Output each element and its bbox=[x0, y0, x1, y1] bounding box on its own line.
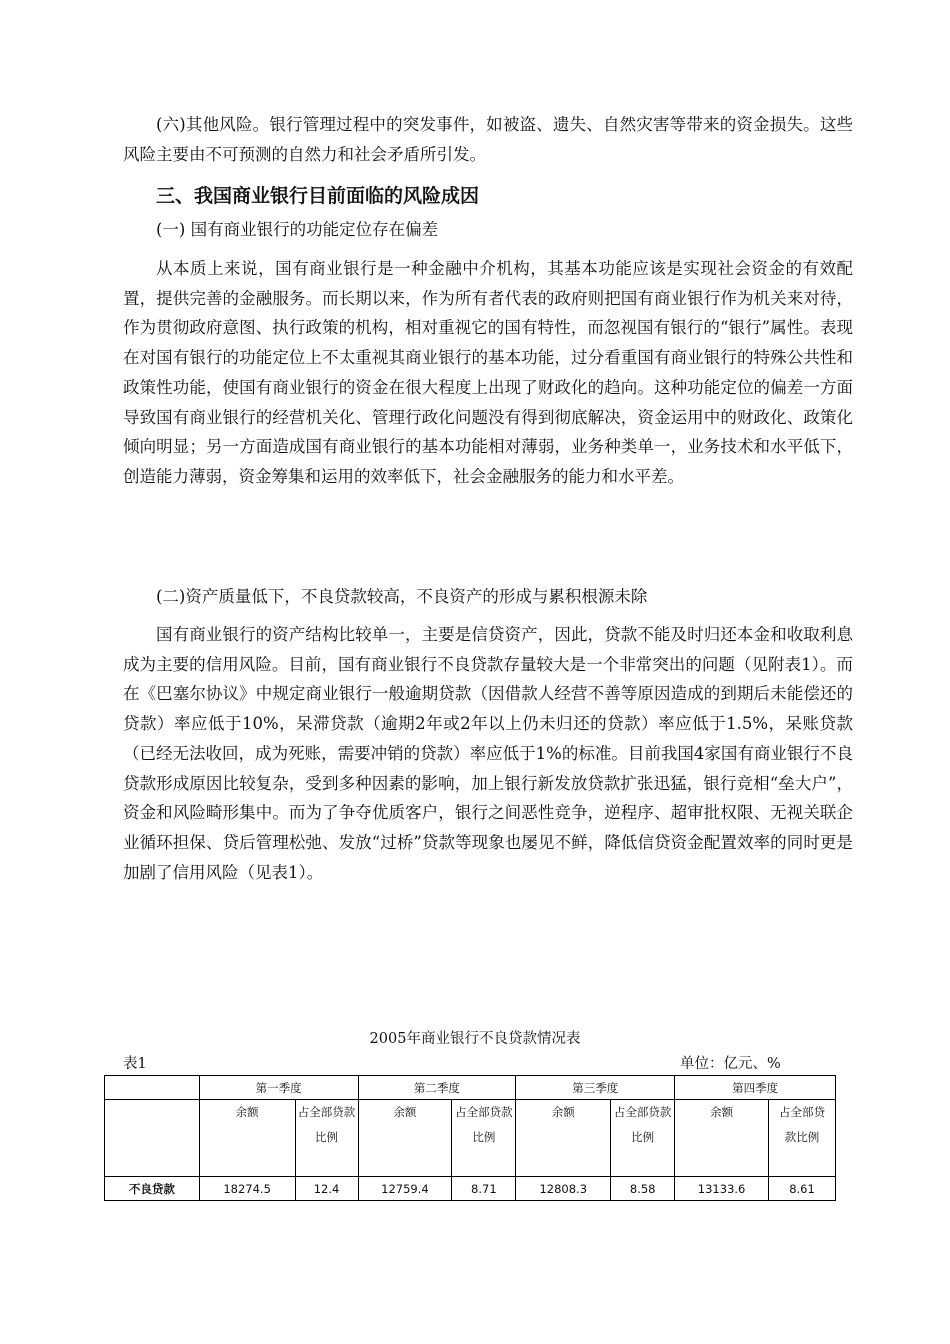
sub-header-text: 占全部贷款比例 bbox=[297, 1105, 356, 1144]
table-cell: 8.58 bbox=[611, 1177, 675, 1201]
table-cell: 12808.3 bbox=[516, 1177, 611, 1201]
paragraph-asset-quality: 国有商业银行的资产结构比较单一，主要是信贷资产，因此，贷款不能及时归还本金和收取利息成为主要的信用风险。目前，国有商业银行不良贷款存量较大是一个非常突出的问题（见附表1）。而在《巴塞尔协议》中规定商业银行一般逾期贷款（因借款人经营不善等原因造成的到期后未能偿还的贷款）率应低于10%，呆滞贷款（逾期2年或2年以上仍未归还的贷款）率应低于1.5%，呆账贷款（已经无法收回，成为死账，需要冲销的贷款）率应低于1%的标准。目前我国4家国有商业银行不良贷款形成原因比较复杂，受到多种因素的影响，加上银行新发放贷款扩张迅猛，银行竞相“垒大户”，资金和风险畸形集中。而为了争夺优质客户，银行之间恶性竞争，逆程序、超审批权限、无视关联企业循环担保、贷后管理松弛、发放“过桥”贷款等现象也屡见不鲜，降低信贷资金配置效率的同时更是加剧了信用风险（见表1）。 bbox=[123, 625, 853, 882]
quarter-header: 第一季度 bbox=[199, 1076, 358, 1100]
paragraph-function-positioning: 从本质上来说，国有商业银行是一种金融中介机构，其基本功能应该是实现社会资金的有效配置，提供完善的金融服务。而长期以来，作为所有者代表的政府则把国有商业银行作为机关来对待，作为贯彻政府意图、执行政策的机构，相对重视它的国有特性，而忽视国有银行的“银行”属性。表现在对国有银行的功能定位上不太重视其商业银行的基本功能，过分看重国有商业银行的特殊公共性和政策性功能，使国有商业银行的资金在很大程度上出现了财政化的趋向。这种功能定位的偏差一方面导致国有商业银行的经营机关化、管理行政化问题没有得到彻底解决，资金运用中的财政化、政策化倾向明显；另一方面造成国有商业银行的基本功能相对薄弱，业务种类单一，业务技术和水平低下，创造能力薄弱，资金筹集和运用的效率低下，社会金融服务的能力和水平差。 bbox=[123, 259, 853, 486]
sub-header bbox=[295, 1100, 358, 1177]
quarter-header: 第四季度 bbox=[675, 1076, 836, 1100]
table-cell: 12.4 bbox=[295, 1177, 358, 1201]
row-label: 不良贷款 bbox=[105, 1177, 200, 1201]
corner-cell bbox=[105, 1076, 200, 1100]
table-cell: 12759.4 bbox=[358, 1177, 452, 1201]
quarter-header: 第三季度 bbox=[516, 1076, 675, 1100]
table-cell: 8.61 bbox=[769, 1177, 836, 1201]
sub-header bbox=[769, 1100, 836, 1177]
table-cell: 8.71 bbox=[452, 1177, 516, 1201]
sub-header: 余额 bbox=[199, 1100, 295, 1177]
table-cell: 18274.5 bbox=[199, 1177, 295, 1201]
bad-loans-table bbox=[104, 1075, 836, 1201]
sub-header-text: 占全部贷款比例 bbox=[455, 1105, 513, 1144]
table-caption: 2005年商业银行不良贷款情况表 bbox=[369, 1031, 581, 1047]
sub-header-text: 占全部贷款比例 bbox=[613, 1105, 672, 1144]
subheading-function-positioning: (一) 国有商业银行的功能定位存在偏差 bbox=[156, 220, 439, 239]
table-row bbox=[105, 1177, 836, 1201]
sub-header: 余额 bbox=[516, 1100, 611, 1177]
quarter-header-row bbox=[105, 1076, 836, 1100]
table-unit: 单位：亿元、% bbox=[680, 1056, 781, 1072]
sub-header bbox=[611, 1100, 675, 1177]
blank-cell bbox=[105, 1100, 200, 1177]
subheading-asset-quality: (二)资产质量低下，不良贷款较高，不良资产的形成与累积根源未除 bbox=[156, 587, 648, 606]
sub-header: 余额 bbox=[358, 1100, 452, 1177]
table-cell: 13133.6 bbox=[675, 1177, 769, 1201]
quarter-header: 第二季度 bbox=[358, 1076, 516, 1100]
table-label: 表1 bbox=[123, 1056, 147, 1072]
sub-header: 余额 bbox=[675, 1100, 769, 1177]
sub-header-text: 占全部贷款比例 bbox=[779, 1105, 825, 1144]
sub-header bbox=[452, 1100, 516, 1177]
paragraph-other-risks: (六)其他风险。银行管理过程中的突发事件，如被盗、遗失、自然灾害等带来的资金损失。这些风险主要由不可预测的自然力和社会矛盾所引发。 bbox=[123, 115, 853, 164]
section-heading: 三、我国商业银行目前面临的风险成因 bbox=[156, 185, 480, 207]
sub-header-row bbox=[105, 1100, 836, 1177]
